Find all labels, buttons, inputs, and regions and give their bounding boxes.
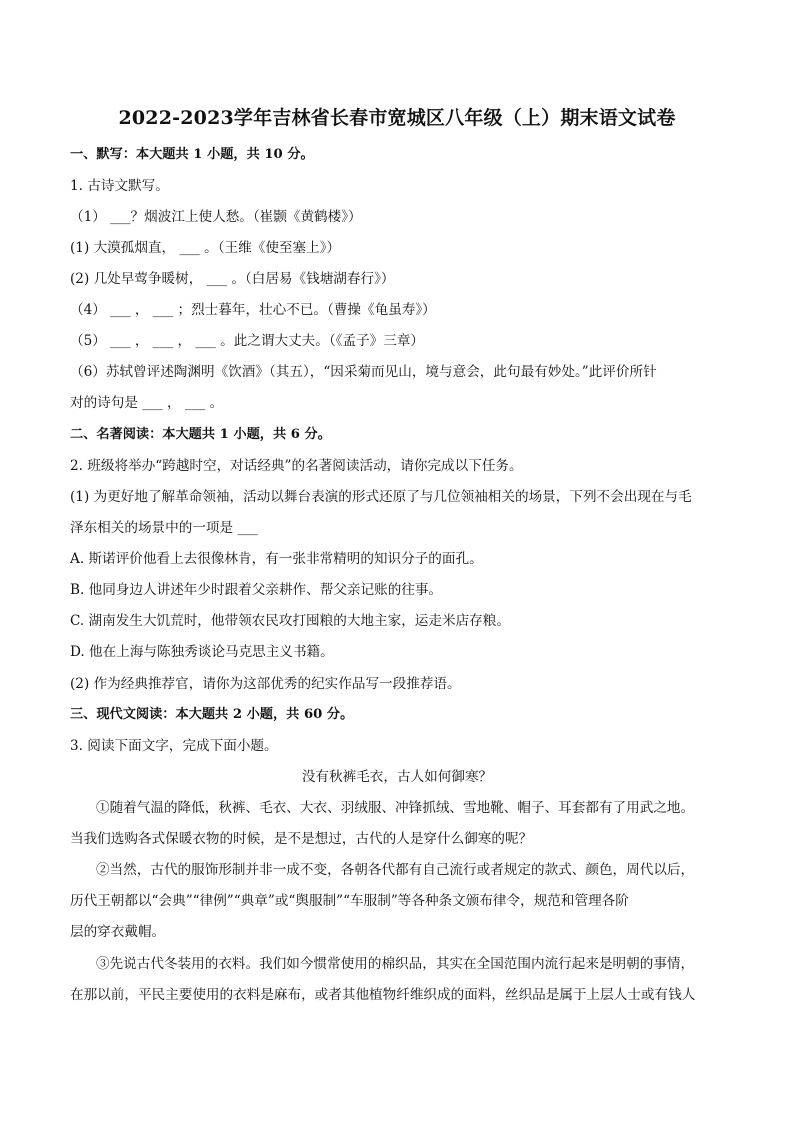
question-1-item: （6）苏轼曾评述陶渊明《饮酒》（其五），“因采菊而见山，境与意会，此句最有妙处。”此评价所针 [70, 364, 657, 380]
option-d: D. 他在上海与陈独秀谈论马克思主义书籍。 [70, 644, 334, 660]
question-1-item: 对的诗句是 ___ ， ___ 。 [70, 395, 224, 411]
question-1-item: （1） ___？烟波江上使人愁。（崔颢《黄鹤楼》） [70, 209, 362, 225]
article-paragraph-2-cont: 历代王朝都以“会典”“律例”“典章”或“舆服制”“车服制”等各种条文颁布律令，规范和管理各阶 [70, 893, 629, 909]
question-2-sub1-cont: 泽东相关的场景中的一项是 ___ [70, 520, 258, 536]
question-1-item: （5） ___ ， ___ ， ___ 。此之谓大丈夫。（《孟子》三章） [70, 333, 425, 349]
option-a: A. 斯诺评价他看上去很像林肯，有一张非常精明的知识分子的面孔。 [70, 551, 483, 567]
page-title: 2022-2023学年吉林省长春市宽城区八年级（上）期末语文试卷 [118, 107, 676, 129]
question-1-item: (2) 几处早莺争暖树， ___ 。（白居易《钱塘湖春行》） [70, 271, 395, 287]
question-1-stem: 1. 古诗文默写。 [70, 178, 169, 194]
article-paragraph-1-cont: 当我们选购各式保暖衣物的时候，是不是想过，古代的人是穿什么御寒的呢？ [70, 831, 533, 847]
option-c: C. 湖南发生大饥荒时，他带领农民攻打囤粮的大地主家，运走米店存粮。 [70, 613, 510, 629]
article-title: 没有秋裤毛衣，古人如何御寒？ [301, 769, 493, 785]
question-3-stem: 3. 阅读下面文字，完成下面小题。 [70, 738, 278, 754]
article-paragraph-1: ①随着气温的降低，秋裤、毛衣、大衣、羽绒服、冲锋抓绒、雪地靴、帽子、耳套都有了用武之地。 [96, 800, 695, 816]
article-paragraph-2: ②当然，古代的服饰形制并非一成不变，各朝各代都有自己流行或者规定的款式、颜色，周代以后， [96, 862, 695, 878]
question-1-item: （4） ___ ， ___ ；烈士暮年，壮心不已。（曹操《龟虽寿》） [70, 302, 436, 318]
article-paragraph-2-end: 层的穿衣戴帽。 [70, 924, 166, 940]
article-paragraph-3: ③先说古代冬装用的衣料。我们如今惯常使用的棉织品，其实在全国范围内流行起来是明朝的事情， [96, 956, 695, 972]
section-heading-2: 二、名著阅读：本大题共 1 小题，共 6 分。 [70, 427, 331, 442]
question-2-sub1: (1) 为更好地了解革命领袖，活动以舞台表演的形式还原了与几位领袖相关的场景，下列不会出现在与毛 [70, 489, 692, 505]
question-2-sub2: (2) 作为经典推荐官，请你为这部优秀的纪实作品写一段推荐语。 [70, 676, 461, 692]
question-2-stem: 2. 班级将举办“跨越时空，对话经典”的名著阅读活动，请你完成以下任务。 [70, 458, 523, 474]
question-1-item: (1) 大漠孤烟直， ___ 。（王维《使至塞上》） [70, 240, 341, 256]
article-paragraph-3-cont: 在那以前，平民主要使用的衣料是麻布，或者其他植物纤维织成的面料，丝织品是属于上层人士或有钱人 [70, 987, 696, 1003]
option-b: B. 他同身边人讲述年少时跟着父亲耕作、帮父亲记账的往事。 [70, 582, 443, 598]
section-heading-3: 三、现代文阅读：本大题共 2 小题，共 60 分。 [70, 707, 354, 722]
section-heading-1: 一、默写：本大题共 1 小题，共 10 分。 [70, 147, 314, 162]
